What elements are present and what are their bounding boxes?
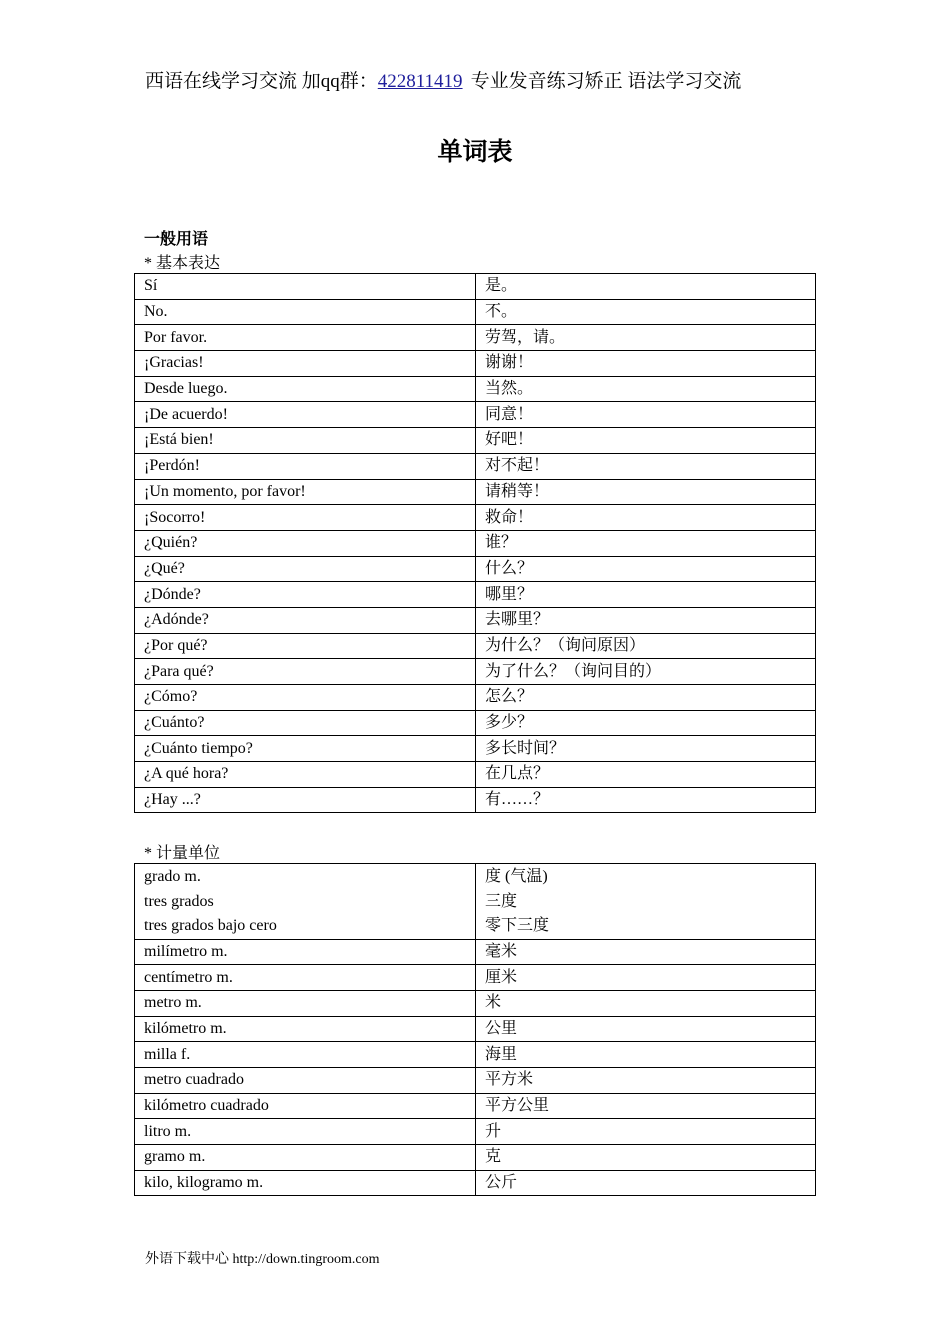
units-subtitle: * 计量单位 [144, 845, 221, 862]
spanish-cell: ¡De acuerdo! [135, 402, 476, 428]
page-header [145, 66, 741, 93]
chinese-cell [476, 864, 816, 940]
spanish-cell: ¿Quién? [135, 530, 476, 556]
spanish-term: tres grados [144, 892, 214, 910]
table-row [135, 864, 816, 940]
table-row [135, 607, 816, 633]
spanish-cell: Por favor. [135, 325, 476, 351]
spanish-cell: ¡Perdón! [135, 453, 476, 479]
spanish-cell: ¡Está bien! [135, 428, 476, 454]
page-title: 单词表 [437, 137, 513, 166]
table-row [135, 990, 816, 1016]
table-row [135, 965, 816, 991]
spanish-cell: ¿Hay ...? [135, 787, 476, 813]
units-table [134, 863, 816, 1196]
chinese-cell: 有……？ [476, 787, 816, 813]
table-row [135, 299, 816, 325]
spanish-cell: kilómetro m. [135, 1016, 476, 1042]
table-row [135, 1093, 816, 1119]
table-row [135, 710, 816, 736]
table-row [135, 939, 816, 965]
table-row [135, 1145, 816, 1171]
basic-expressions-subtitle: * 基本表达 [144, 255, 221, 272]
spanish-cell: No. [135, 299, 476, 325]
chinese-cell: 好吧！ [476, 428, 816, 454]
spanish-cell: litro m. [135, 1119, 476, 1145]
chinese-cell: 当然。 [476, 376, 816, 402]
table-row [135, 633, 816, 659]
spanish-cell: metro m. [135, 990, 476, 1016]
table-row [135, 351, 816, 377]
chinese-cell: 请稍等！ [476, 479, 816, 505]
spanish-term: grado m. [144, 868, 201, 885]
spanish-cell: milla f. [135, 1042, 476, 1068]
table-row [135, 402, 816, 428]
chinese-cell: 对不起！ [476, 453, 816, 479]
chinese-cell: 公里 [476, 1016, 816, 1042]
spanish-cell: ¿Por qué? [135, 633, 476, 659]
table-row [135, 762, 816, 788]
table-row [135, 428, 816, 454]
spanish-cell: Sí [135, 274, 476, 300]
chinese-cell: 毫米 [476, 939, 816, 965]
table-row [135, 1042, 816, 1068]
chinese-cell: 去哪里？ [476, 607, 816, 633]
spanish-cell: kilo, kilogramo m. [135, 1170, 476, 1196]
spanish-cell: milímetro m. [135, 939, 476, 965]
chinese-cell: 哪里？ [476, 582, 816, 608]
spanish-cell [135, 864, 476, 940]
spanish-cell: metro cuadrado [135, 1067, 476, 1093]
chinese-cell: 不。 [476, 299, 816, 325]
spanish-cell: centímetro m. [135, 965, 476, 991]
table-row [135, 659, 816, 685]
chinese-cell: 为什么？（询问原因） [476, 633, 816, 659]
spanish-cell: ¡Gracias! [135, 351, 476, 377]
header-text-after: 专业发音练习矫正 语法学习交流 [470, 71, 742, 92]
table-row [135, 1119, 816, 1145]
spanish-cell: ¿Para qué? [135, 659, 476, 685]
chinese-term: 零下三度 [485, 917, 550, 934]
spanish-cell: ¿Qué? [135, 556, 476, 582]
spanish-cell: Desde luego. [135, 376, 476, 402]
chinese-cell: 劳驾，请。 [476, 325, 816, 351]
chinese-term: 度 (气温) [485, 868, 548, 885]
chinese-cell: 为了什么？（询问目的） [476, 659, 816, 685]
chinese-cell: 谁？ [476, 530, 816, 556]
spanish-cell: ¿Cuánto? [135, 710, 476, 736]
spanish-cell: gramo m. [135, 1145, 476, 1171]
chinese-cell: 什么？ [476, 556, 816, 582]
table-row [135, 685, 816, 711]
chinese-cell: 平方公里 [476, 1093, 816, 1119]
spanish-cell: ¿A qué hora? [135, 762, 476, 788]
table-row [135, 1067, 816, 1093]
chinese-cell: 怎么？ [476, 685, 816, 711]
chinese-term: 三度 [485, 892, 518, 910]
table-row [135, 556, 816, 582]
spanish-cell: ¡Un momento, por favor! [135, 479, 476, 505]
table-row [135, 479, 816, 505]
table-row [135, 1016, 816, 1042]
spanish-cell: ¿Cómo? [135, 685, 476, 711]
table-row [135, 787, 816, 813]
qq-group-link[interactable]: 422811419 [377, 71, 463, 92]
spanish-cell: kilómetro cuadrado [135, 1093, 476, 1119]
chinese-cell: 克 [476, 1145, 816, 1171]
chinese-cell: 谢谢！ [476, 351, 816, 377]
spanish-cell: ¿Adónde? [135, 607, 476, 633]
table-row [135, 325, 816, 351]
footer-text: 外语下载中心 http://down.tingroom.com [145, 1252, 380, 1267]
chinese-cell: 多少？ [476, 710, 816, 736]
spanish-cell: ¡Socorro! [135, 505, 476, 531]
chinese-cell: 公斤 [476, 1170, 816, 1196]
table-row [135, 1170, 816, 1196]
chinese-cell: 救命！ [476, 505, 816, 531]
table-row [135, 736, 816, 762]
spanish-cell: ¿Cuánto tiempo? [135, 736, 476, 762]
table-row [135, 582, 816, 608]
chinese-cell: 升 [476, 1119, 816, 1145]
table-row [135, 274, 816, 300]
table-row [135, 530, 816, 556]
spanish-term: tres grados bajo cero [144, 917, 277, 934]
table-row [135, 453, 816, 479]
section-title: 一般用语 [144, 231, 209, 248]
chinese-cell: 海里 [476, 1042, 816, 1068]
chinese-cell: 同意！ [476, 402, 816, 428]
table-row [135, 376, 816, 402]
chinese-cell: 在几点？ [476, 762, 816, 788]
chinese-cell: 平方米 [476, 1067, 816, 1093]
chinese-cell: 米 [476, 990, 816, 1016]
spanish-cell: ¿Dónde? [135, 582, 476, 608]
chinese-cell: 厘米 [476, 965, 816, 991]
chinese-cell: 是。 [476, 274, 816, 300]
chinese-cell: 多长时间？ [476, 736, 816, 762]
basic-expressions-table [134, 273, 816, 813]
table-row [135, 505, 816, 531]
header-text: 西语在线学习交流 加qq群： [145, 71, 378, 92]
